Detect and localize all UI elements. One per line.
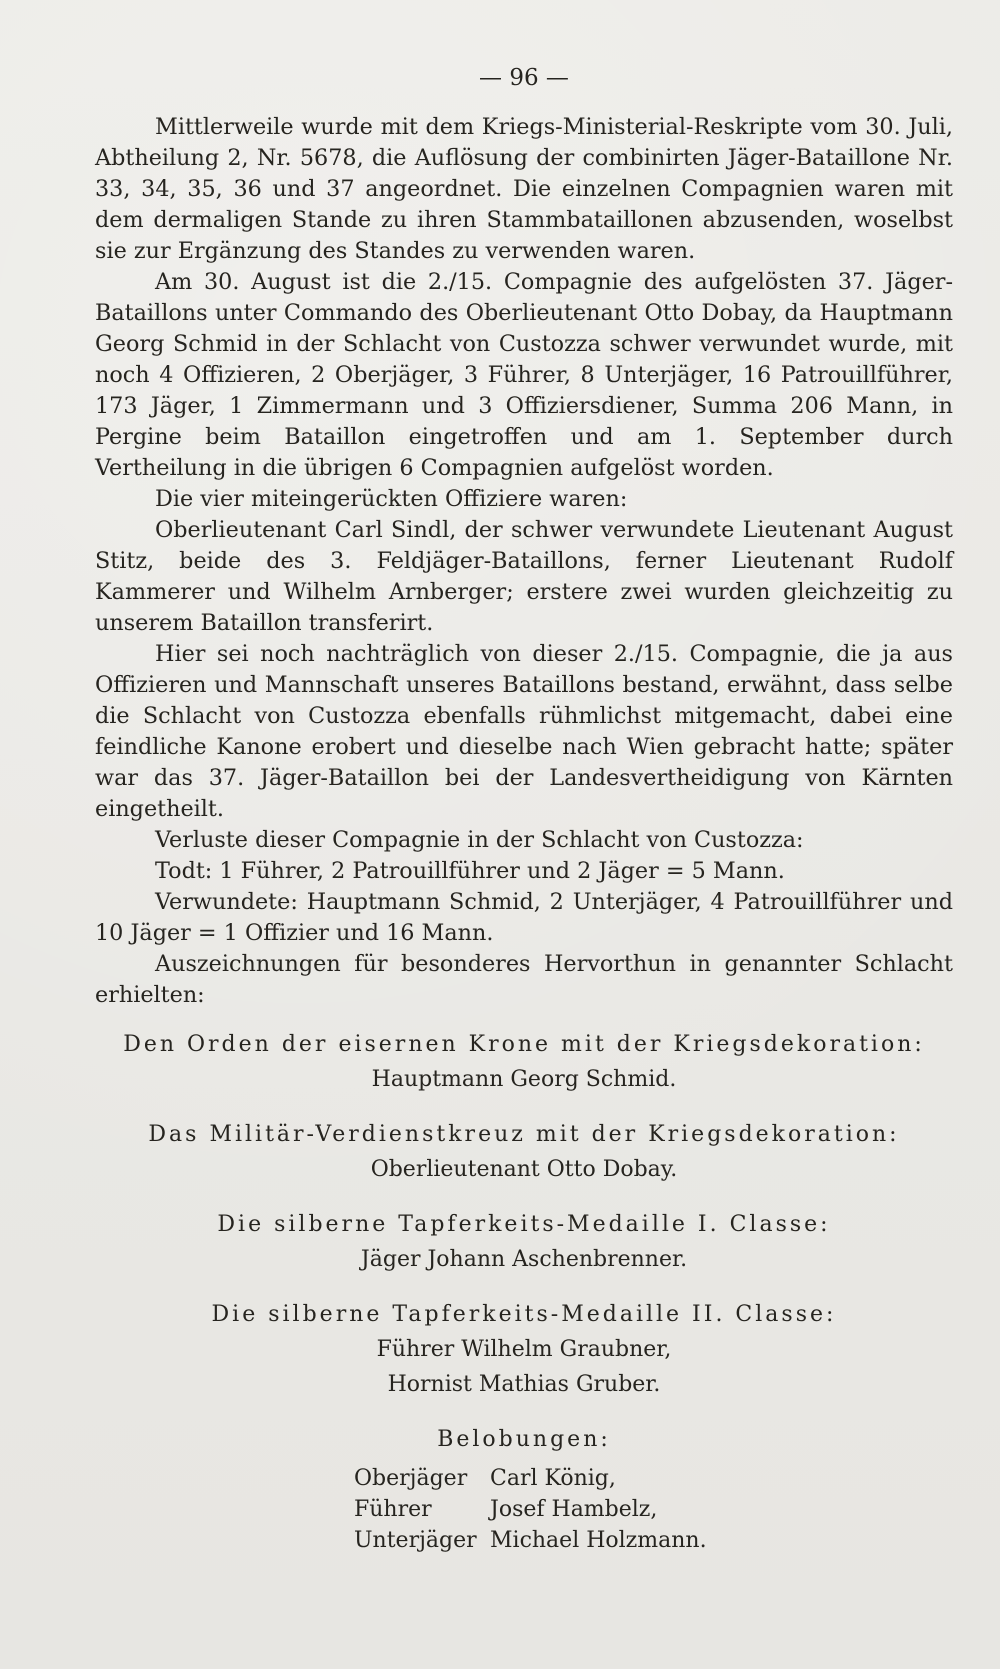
- award-person: Hornist Mathias Gruber.: [387, 1372, 661, 1397]
- paragraph-8: Verwundete: Hauptmann Schmid, 2 Unterjäger, 4 Patrouillführer und 10 Jäger = 1 Offizier und 16 Mann.: [95, 889, 953, 946]
- commendation-name: Michael Holzmann.: [490, 1528, 707, 1553]
- award-silver-medal-second-class: [95, 1299, 953, 1400]
- commendations-section: [95, 1424, 953, 1556]
- page-number: — 96 —: [479, 65, 569, 91]
- paragraph-2: Am 30. August ist die 2./15. Compagnie des aufgelösten 37. Jäger-Bataillons unter Commando des Oberlieutenant Otto Dobay, da Hauptmann Georg Schmid in der Schlacht von Custozza schwer verwundet wurde, mit noch 4 Offizieren, 2 Oberjäger, 3 Führer, 8 Unterjäger, 16 Patrouillführer, 173 Jäger, 1 Zimmermann und 3 Offiziersdiener, Summa 206 Mann, in Pergine beim Bataillon eingetroffen und am 1. September durch Vertheilung in die übrigen 6 Compagnien aufgelöst worden.: [95, 269, 953, 481]
- commendation-name: Carl König,: [490, 1466, 616, 1491]
- commendation-row: [354, 1525, 707, 1556]
- paragraph-3: Die vier miteingerückten Offiziere waren:: [155, 486, 628, 512]
- award-heading: Das Militär-Verdienstkreuz mit der Kriegsdekoration:: [148, 1122, 900, 1147]
- award-heading: Die silberne Tapferkeits-Medaille II. Classe:: [211, 1302, 837, 1327]
- award-heading: Den Orden der eisernen Krone mit der Kriegsdekoration:: [123, 1032, 925, 1057]
- award-person: Führer Wilhelm Graubner,: [376, 1337, 672, 1362]
- award-iron-crown: [95, 1029, 953, 1095]
- commendation-rank: Führer: [354, 1497, 432, 1522]
- paragraph-9: Auszeichnungen für besonderes Hervorthun in genannter Schlacht erhielten:: [95, 951, 953, 1008]
- commendation-name: Josef Hambelz,: [490, 1497, 658, 1522]
- commendation-rank: Oberjäger: [354, 1466, 468, 1491]
- paragraph-5: Hier sei noch nachträglich von dieser 2./15. Compagnie, die ja aus Offizieren und Mannschaft unseres Bataillons bestand, erwähnt, dass selbe die Schlacht von Custozza ebenfalls rühmlichst mitgemacht, dabei eine feindliche Kanone erobert und dieselbe nach Wien gebracht hatte; später war das 37. Jäger-Bataillon bei der Landesvertheidigung von Kärnten eingetheilt.: [95, 641, 953, 822]
- paragraph-4: Oberlieutenant Carl Sindl, der schwer verwundete Lieutenant August Stitz, beide des 3. Feldjäger-Bataillons, ferner Lieutenant Rudolf Kammerer und Wilhelm Arnberger; erstere zwei wurden gleichzeitig zu unserem Bataillon transferirt.: [95, 517, 953, 636]
- commendation-row: [354, 1463, 694, 1494]
- award-person: Hauptmann Georg Schmid.: [371, 1067, 677, 1092]
- paragraph-7: Todt: 1 Führer, 2 Patrouillführer und 2 Jäger = 5 Mann.: [155, 858, 785, 884]
- paragraph-6: Verluste dieser Compagnie in der Schlacht von Custozza:: [155, 827, 804, 853]
- commendation-row: [354, 1494, 694, 1525]
- page-content: [95, 62, 953, 1556]
- paragraph-1: Mittlerweile wurde mit dem Kriegs-Ministerial-Reskripte vom 30. Juli, Abtheilung 2, Nr. 5678, die Auflösung der combinirten Jäger-Bataillone Nr. 33, 34, 35, 36 und 37 angeordnet. Die einzelnen Compagnien waren mit dem dermaligen Stande zu ihren Stammbataillonen abzusenden, woselbst sie zur Ergänzung des Standes zu verwenden waren.: [95, 114, 953, 264]
- award-military-merit-cross: [95, 1119, 953, 1185]
- award-person: Oberlieutenant Otto Dobay.: [370, 1157, 678, 1182]
- commendation-rank: Unterjäger: [354, 1528, 477, 1553]
- award-silver-medal-first-class: [95, 1209, 953, 1275]
- commendations-heading: Belobungen:: [437, 1427, 611, 1452]
- commendations-list: [354, 1463, 707, 1556]
- award-heading: Die silberne Tapferkeits-Medaille I. Classe:: [217, 1212, 831, 1237]
- award-person: Jäger Johann Aschenbrenner.: [360, 1247, 688, 1272]
